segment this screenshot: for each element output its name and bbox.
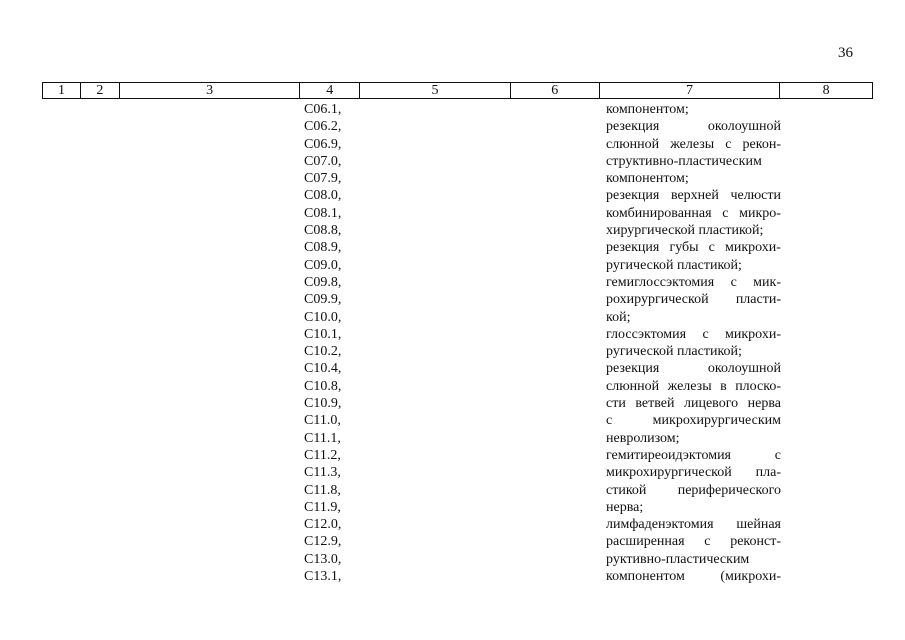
diagnosis-code: C12.0, (304, 517, 342, 533)
diagnosis-code: C08.1, (304, 205, 342, 221)
description-word: микрохи- (725, 326, 781, 342)
diagnosis-code: C09.0, (304, 257, 342, 273)
description-line (606, 378, 781, 395)
description-word: с (725, 136, 732, 152)
description-word: сти (606, 396, 626, 412)
treatment-description-column (606, 101, 781, 585)
description-line (606, 326, 781, 343)
description-line (606, 205, 781, 222)
description-word: ветвей (635, 396, 675, 412)
description-word: лицевого (684, 396, 739, 412)
description-word: рохирургической (606, 292, 709, 308)
diagnosis-code: C11.9, (304, 499, 341, 515)
description-word: губы (669, 240, 699, 256)
description-word: гемиглоссэктомия (606, 274, 715, 290)
description-word: стикой (606, 482, 647, 498)
description-word: гемитиреоидэктомия (606, 447, 731, 463)
description-word: комбинированная (606, 205, 712, 221)
description-word: микро- (739, 205, 781, 221)
description-word: челюсти (730, 188, 781, 204)
description-word: резекция (606, 361, 660, 377)
description-word: слюнной (606, 136, 660, 152)
diagnosis-codes-column (304, 101, 341, 585)
diagnosis-code: C07.0, (304, 153, 342, 169)
description-word: (микрохи- (720, 569, 781, 585)
description-line (606, 568, 781, 585)
description-word: с (606, 413, 613, 429)
diagnosis-code: C10.2, (304, 344, 342, 360)
description-line: невролизом; (606, 430, 680, 446)
diagnosis-code: C10.4, (304, 361, 342, 377)
description-line (606, 447, 781, 464)
description-line (606, 136, 781, 153)
description-line (606, 118, 781, 135)
header-col-2: 2 (81, 83, 120, 98)
description-word: компонентом (606, 569, 685, 585)
description-line (606, 516, 781, 533)
description-word: железы (670, 136, 715, 152)
diagnosis-code: C07.9, (304, 171, 342, 187)
description-word: резекция (606, 188, 660, 204)
description-line (606, 482, 781, 499)
description-line: руктивно-пластическим (606, 551, 750, 567)
diagnosis-code: C10.1, (304, 326, 342, 342)
description-line: компонентом; (606, 171, 689, 187)
description-word: периферического (677, 482, 781, 498)
description-word: лимфаденэктомия (606, 517, 714, 533)
page-number: 36 (838, 45, 853, 61)
description-word: глоссэктомия (606, 326, 687, 342)
diagnosis-code: C10.9, (304, 396, 342, 412)
diagnosis-code: C11.1, (304, 430, 341, 446)
description-line (606, 291, 781, 308)
description-line: структивно-пластическим (606, 153, 762, 169)
description-line: компонентом; (606, 102, 689, 117)
diagnosis-code: C06.9, (304, 136, 342, 152)
header-col-8: 8 (822, 83, 830, 98)
description-line (606, 395, 781, 412)
diagnosis-code: C08.8, (304, 223, 342, 239)
diagnosis-code: C12.9, (304, 534, 342, 550)
description-line: нерва; (606, 499, 644, 515)
description-word: резекция (606, 119, 660, 135)
description-word: нерва (747, 396, 781, 412)
description-word: верхней (670, 188, 719, 204)
description-word: рекон- (742, 136, 781, 152)
description-line (606, 360, 781, 377)
description-word: с (704, 534, 711, 550)
diagnosis-code: C09.8, (304, 274, 342, 290)
description-word: с (702, 326, 709, 342)
description-word: слюнной (606, 378, 660, 394)
diagnosis-code: C11.0, (304, 413, 341, 429)
description-line: кой; (606, 309, 631, 325)
description-line (606, 464, 781, 481)
diagnosis-code: C08.0, (304, 188, 342, 204)
header-col-7: 7 (600, 83, 781, 98)
description-word: в (720, 378, 727, 394)
header-col-4: 4 (300, 83, 360, 98)
diagnosis-code: C11.8, (304, 482, 341, 498)
diagnosis-code: C10.8, (304, 378, 342, 394)
diagnosis-code: C06.1, (304, 102, 342, 117)
header-col-5: 5 (360, 83, 511, 98)
description-word: шейная (736, 517, 781, 533)
description-line (606, 533, 781, 550)
diagnosis-code: C11.3, (304, 465, 341, 481)
description-word: с (722, 205, 729, 221)
diagnosis-code: C13.0, (304, 551, 342, 567)
description-word: мик- (753, 274, 781, 290)
description-line (606, 274, 781, 291)
description-word: околоушной (707, 119, 781, 135)
description-word: расширенная (606, 534, 685, 550)
diagnosis-code: C09.9, (304, 292, 342, 308)
diagnosis-code: C06.2, (304, 119, 342, 135)
description-line: ругической пластикой; (606, 344, 742, 360)
table-header-row (42, 82, 873, 99)
description-word: резекция (606, 240, 660, 256)
description-line: ругической пластикой; (606, 257, 742, 273)
header-col-6: 6 (511, 83, 600, 98)
description-line (606, 239, 781, 256)
description-word: пласти- (735, 292, 781, 308)
header-col-3: 3 (120, 83, 301, 98)
description-word: с (730, 274, 737, 290)
description-word: околоушной (707, 361, 781, 377)
description-word: с (708, 240, 715, 256)
description-word: микрохирургическим (652, 413, 781, 429)
description-word: железы (667, 378, 712, 394)
description-word: с (774, 447, 781, 463)
description-word: микрохи- (725, 240, 781, 256)
diagnosis-code: C11.2, (304, 447, 341, 463)
description-line (606, 412, 781, 429)
description-word: плоско- (735, 378, 781, 394)
description-word: реконст- (730, 534, 781, 550)
description-line (606, 187, 781, 204)
description-word: пла- (755, 465, 781, 481)
diagnosis-code: C13.1, (304, 569, 342, 585)
diagnosis-code: C10.0, (304, 309, 342, 325)
description-word: микрохирургической (606, 465, 732, 481)
header-col-1: 1 (43, 83, 81, 98)
description-line: хирургической пластикой; (606, 223, 764, 239)
diagnosis-code: C08.9, (304, 240, 342, 256)
